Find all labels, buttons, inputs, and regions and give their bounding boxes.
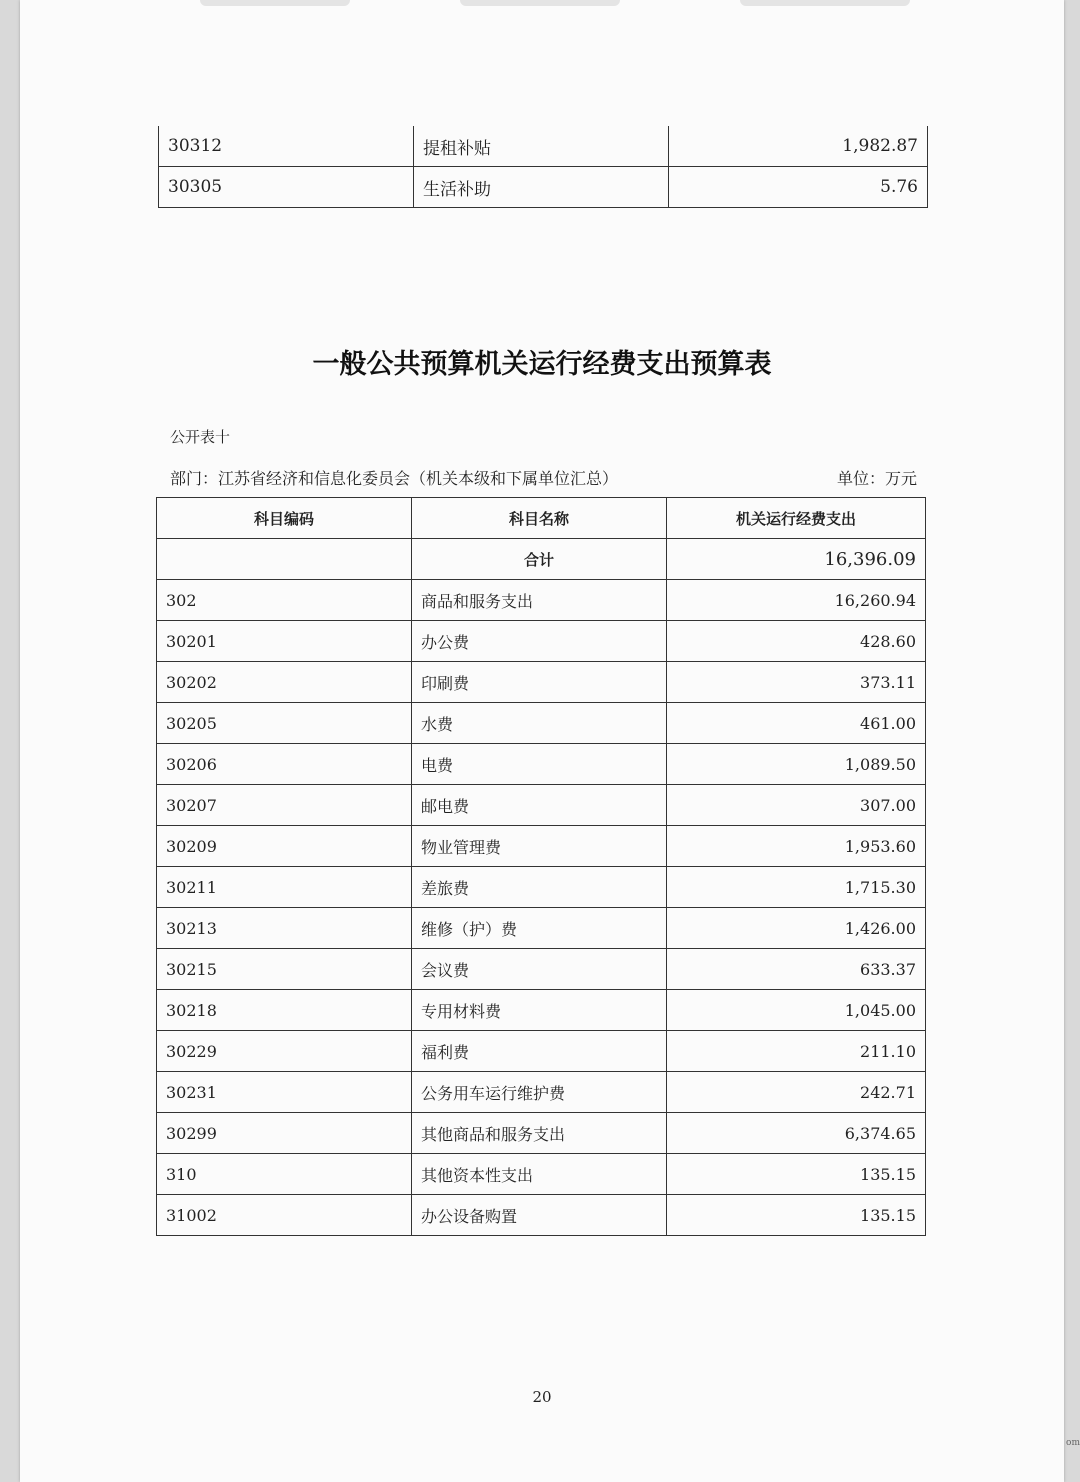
row-name: 办公费 <box>412 621 667 662</box>
row-amount: 1,982.87 <box>669 126 928 167</box>
row-amount: 1,045.00 <box>667 990 926 1031</box>
row-code: 310 <box>157 1154 412 1195</box>
table-row <box>157 949 926 990</box>
row-amount: 307.00 <box>667 785 926 826</box>
row-code: 31002 <box>157 1195 412 1236</box>
table-row <box>157 1072 926 1113</box>
page-number: 20 <box>532 1388 552 1406</box>
row-code: 30206 <box>157 744 412 785</box>
row-code: 30213 <box>157 908 412 949</box>
total-row <box>157 539 926 580</box>
row-amount: 242.71 <box>667 1072 926 1113</box>
row-name: 专用材料费 <box>412 990 667 1031</box>
header-name: 科目名称 <box>412 498 667 539</box>
table-row <box>157 826 926 867</box>
table-row <box>157 1195 926 1236</box>
row-code: 30211 <box>157 867 412 908</box>
table-row <box>157 703 926 744</box>
row-code: 30209 <box>157 826 412 867</box>
row-name: 公务用车运行维护费 <box>412 1072 667 1113</box>
scan-smudge <box>460 0 620 6</box>
table-row <box>159 167 928 208</box>
table-row <box>157 990 926 1031</box>
row-code: 30215 <box>157 949 412 990</box>
table-row <box>159 126 928 167</box>
row-code: 30299 <box>157 1113 412 1154</box>
total-amount: 16,396.09 <box>667 539 926 580</box>
row-code: 30207 <box>157 785 412 826</box>
row-name: 福利费 <box>412 1031 667 1072</box>
row-name: 电费 <box>412 744 667 785</box>
row-code: 30205 <box>157 703 412 744</box>
table-row <box>157 1031 926 1072</box>
table-row <box>157 662 926 703</box>
row-amount: 6,374.65 <box>667 1113 926 1154</box>
scan-smudge <box>200 0 350 6</box>
unit-label: 单位：万元 <box>836 469 917 488</box>
row-amount: 373.11 <box>667 662 926 703</box>
table-row <box>157 785 926 826</box>
table-number: 公开表十 <box>170 428 231 446</box>
table-row <box>157 1154 926 1195</box>
row-name: 商品和服务支出 <box>412 580 667 621</box>
row-amount: 16,260.94 <box>667 580 926 621</box>
table-row <box>157 1113 926 1154</box>
table-row <box>157 908 926 949</box>
row-amount: 1,953.60 <box>667 826 926 867</box>
row-code: 30305 <box>159 167 414 208</box>
row-amount: 1,715.30 <box>667 867 926 908</box>
row-amount: 428.60 <box>667 621 926 662</box>
total-label: 合计 <box>412 539 667 580</box>
row-amount: 461.00 <box>667 703 926 744</box>
row-amount: 5.76 <box>669 167 928 208</box>
document-page <box>20 0 1080 1482</box>
budget-table <box>156 497 926 1236</box>
table-row <box>157 580 926 621</box>
row-amount: 135.15 <box>667 1154 926 1195</box>
row-name: 生活补助 <box>414 167 669 208</box>
edge-fragment-text: om <box>1066 1438 1080 1448</box>
row-amount: 135.15 <box>667 1195 926 1236</box>
header-amount: 机关运行经费支出 <box>667 498 926 539</box>
row-name: 其他资本性支出 <box>412 1154 667 1195</box>
row-name: 物业管理费 <box>412 826 667 867</box>
header-code: 科目编码 <box>157 498 412 539</box>
row-name: 印刷费 <box>412 662 667 703</box>
table-header-row <box>157 498 926 539</box>
row-code: 30202 <box>157 662 412 703</box>
row-amount: 1,089.50 <box>667 744 926 785</box>
row-code: 30229 <box>157 1031 412 1072</box>
row-code: 302 <box>157 580 412 621</box>
row-code: 30231 <box>157 1072 412 1113</box>
row-code: 30201 <box>157 621 412 662</box>
page-title: 一般公共预算机关运行经费支出预算表 <box>312 349 772 380</box>
row-amount: 1,426.00 <box>667 908 926 949</box>
row-name: 提租补贴 <box>414 126 669 167</box>
row-name: 差旅费 <box>412 867 667 908</box>
row-name: 水费 <box>412 703 667 744</box>
row-name: 其他商品和服务支出 <box>412 1113 667 1154</box>
row-code: 30218 <box>157 990 412 1031</box>
row-name: 邮电费 <box>412 785 667 826</box>
row-name: 会议费 <box>412 949 667 990</box>
row-name: 办公设备购置 <box>412 1195 667 1236</box>
table-row <box>157 867 926 908</box>
department-label: 部门：江苏省经济和信息化委员会（机关本级和下属单位汇总） <box>170 469 619 488</box>
row-amount: 633.37 <box>667 949 926 990</box>
table-row <box>157 744 926 785</box>
row-name: 维修（护）费 <box>412 908 667 949</box>
row-code: 30312 <box>159 126 414 167</box>
table-row <box>157 621 926 662</box>
total-code <box>157 539 412 580</box>
continued-table <box>158 126 928 208</box>
row-amount: 211.10 <box>667 1031 926 1072</box>
scan-smudge <box>740 0 910 6</box>
